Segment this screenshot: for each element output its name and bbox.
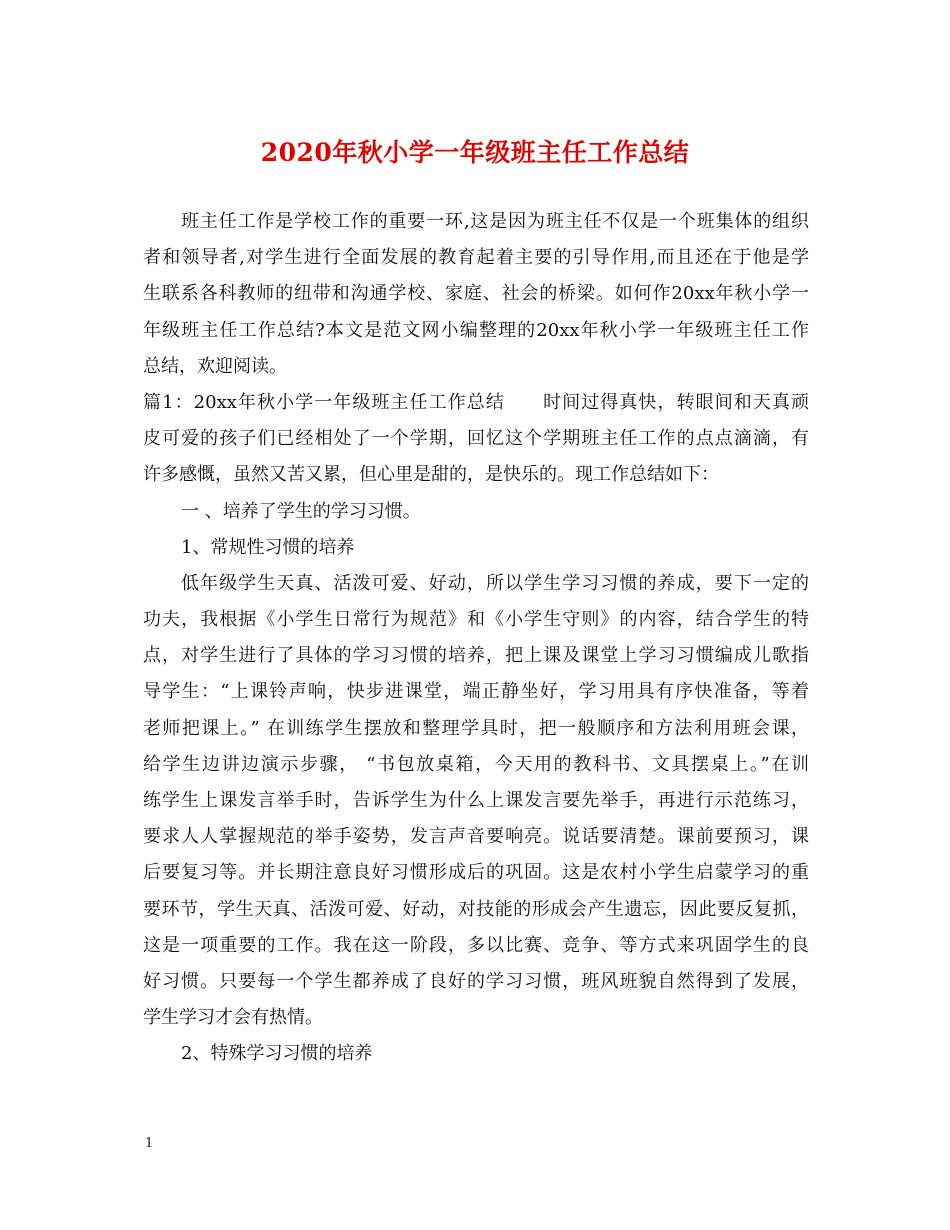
body-line: 低年级学生天真、活泼可爱、好动，所以学生学习习惯的养成，要下一定的 — [181, 572, 809, 594]
document-body — [143, 204, 809, 1073]
body-line: 点，对学生进行了具体的学习习惯的培养，把上课及课堂上学习习惯编成儿歌指 — [143, 645, 809, 667]
body-line: 者和领导者,对学生进行全面发展的教育起着主要的引导作用,而且还在于他是学 — [143, 247, 809, 269]
body-line: 篇1：20xx年秋小学一年级班主任工作总结 时间过得真快，转眼间和天真顽 — [143, 391, 809, 413]
body-line: 班主任工作是学校工作的重要一环,这是因为班主任不仅是一个班集体的组织 — [181, 211, 809, 232]
document-title: 2020年秋小学一年级班主任工作总结 — [260, 138, 690, 167]
body-line: 皮可爱的孩子们已经相处了一个学期，回忆这个学期班主任工作的点点滴滴，有 — [143, 428, 809, 450]
body-line: 后要复习等。并长期注意良好习惯形成后的巩固。这是农村小学生启蒙学习的重 — [143, 862, 809, 884]
body-line: 好习惯。只要每一个学生都养成了良好的学习习惯，班风班貌自然得到了发展， — [143, 970, 809, 992]
body-line: 总结，欢迎阅读。 — [143, 355, 287, 377]
body-line: 老师把课上。” 在训练学生摆放和整理学具时，把一般顺序和方法利用班会课， — [143, 717, 809, 739]
body-line: 导学生：“上课铃声响，快步进课堂，端正静坐好，学习用具有序快准备，等着 — [143, 681, 809, 703]
body-line: 要环节，学生天真、活泼可爱、好动，对技能的形成会产生遗忘，因此要反复抓， — [143, 898, 809, 920]
subsection-heading: 2、特殊学习习惯的培养 — [181, 1043, 373, 1065]
body-line: 功夫，我根据《小学生日常行为规范》和《小学生守则》的内容，结合学生的特 — [143, 609, 809, 631]
body-line: 学生学习才会有热情。 — [143, 1007, 323, 1029]
body-line: 年级班主任工作总结?本文是范文网小编整理的20xx年秋小学一年级班主任工作 — [143, 319, 809, 341]
page-number: 1 — [145, 1136, 154, 1151]
body-line: 给学生边讲边演示步骤， “书包放桌箱，今天用的教科书、文具摆桌上。”在训 — [143, 753, 809, 775]
body-line: 许多感慨，虽然又苦又累，但心里是甜的，是快乐的。现工作总结如下： — [143, 464, 719, 486]
body-line: 这是一项重要的工作。我在这一阶段，多以比赛、竞争、等方式来巩固学生的良 — [143, 934, 809, 956]
subsection-heading: 1、常规性习惯的培养 — [181, 536, 355, 558]
body-line: 要求人人掌握规范的举手姿势，发言声音要响亮。说话要清楚。课前要预习，课 — [143, 826, 809, 848]
body-line: 生联系各科教师的纽带和沟通学校、家庭、社会的桥梁。如何作20xx年秋小学一 — [143, 283, 809, 305]
section-heading: 一 、培养了学生的学习习惯。 — [181, 500, 421, 522]
body-line: 练学生上课发言举手时，告诉学生为什么上课发言要先举手，再进行示范练习， — [143, 790, 809, 811]
